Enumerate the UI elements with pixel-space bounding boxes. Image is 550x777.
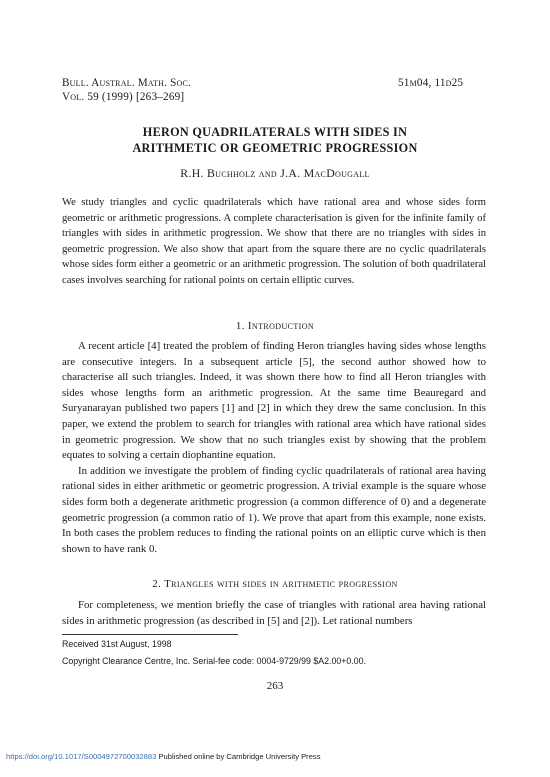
doi-link[interactable]: https://doi.org/10.1017/S0004972700032883: [6, 752, 157, 761]
doi-footer: [6, 752, 321, 761]
paper-title: [62, 124, 488, 156]
copyright-notice: Copyright Clearance Centre, Inc. Serial-fee code: 0004-9729/99 $A2.00+0.00.: [62, 656, 366, 666]
msc-classification: 51m04, 11d25: [398, 77, 464, 89]
volume-info: Vol. 59 (1999) [263–269]: [62, 91, 185, 103]
abstract: We study triangles and cyclic quadrilaterals which have rational area and whose sides form geometric or arithmetic progressions. A complete characterisation is given for the infinite family of triangles with sides in arithmetic progression. We show that there are no triangles with sides in geometric progression. We also show that apart from the square there are no cyclic quadrilaterals whose sides form either a geometric or an arithmetic progression. The solution of both quadrilateral cases involves searching for rational points on certain elliptic curves.: [62, 197, 486, 286]
paragraph: For completeness, we mention briefly the case of triangles with rational area having rational sides in arithmetic progression (as described in [5] and [2]). Let rational numbers: [62, 599, 486, 627]
footnote-divider: [62, 634, 238, 635]
journal-name: Bull. Austral. Math. Soc.: [62, 77, 192, 89]
title-line-1: HERON QUADRILATERALS WITH SIDES IN: [142, 125, 408, 139]
paragraph: In addition we investigate the problem of finding cyclic quadrilaterals of rational area having rational sides in either arithmetic or geometric progression. A trivial example is the square whose sides form both a degenerate arithmetic progression (a common difference of 0) and a degenerate geometric progression (a common ratio of 1). We prove that apart from this example, none exists. In both cases the problem reduces to finding the rational points on an elliptic curve which is then shown to have rank 0.: [62, 464, 486, 555]
section-2-heading: 2. Triangles with sides in arithmetic progression: [152, 578, 398, 590]
section-2-body: [62, 598, 486, 629]
authors: R.H. Buchholz and J.A. MacDougall: [180, 166, 370, 180]
received-date: Received 31st August, 1998: [62, 639, 172, 649]
publisher-note: Published online by Cambridge University Press: [156, 752, 321, 761]
section-1-body: [62, 339, 486, 557]
paragraph: A recent article [4] treated the problem of finding Heron triangles having sides whose lengths are consecutive integers. In a subsequent article [5], the second author showed how to characterise all such triangles. Indeed, it was shown there how to find all Heron triangles with sides whose lengths form an arithmetic progression. At the same time Beauregard and Suryanarayan published two papers [1] and [2] in which they drew the same conclusion. In this paper, we extend the problem to search for triangles with rational area which have rational sides in geometric progression. We show that no such triangles exist by showing that the problem equates to solving a certain diophantine equation.: [62, 340, 486, 462]
section-1-heading: 1. Introduction: [235, 320, 315, 332]
page-number: 263: [266, 680, 284, 692]
title-line-2: ARITHMETIC OR GEOMETRIC PROGRESSION: [132, 141, 418, 155]
journal-header: [62, 76, 191, 104]
